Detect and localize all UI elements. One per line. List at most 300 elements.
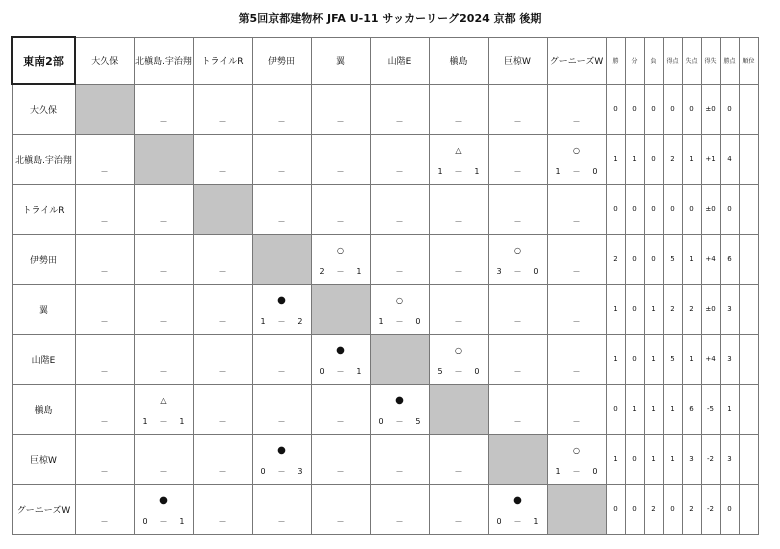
unplayed-mark: －	[277, 116, 286, 126]
column-stat: 分	[625, 37, 644, 84]
stat-value: 1	[720, 384, 739, 434]
stat-value: -2	[701, 434, 720, 484]
match-cell	[488, 334, 547, 384]
match-cell	[134, 484, 193, 534]
stat-value	[739, 84, 758, 134]
match-score	[489, 518, 547, 526]
row-team-name: 巨椋W	[12, 434, 75, 484]
match-score	[312, 368, 370, 376]
stat-value: 2	[663, 284, 682, 334]
stat-value: -2	[701, 484, 720, 534]
stat-value: 2	[682, 284, 701, 334]
match-cell	[252, 484, 311, 534]
score-value: 1	[142, 416, 148, 426]
score-value: 0	[592, 166, 598, 176]
stat-value: 0	[663, 84, 682, 134]
row-team-name: 山階E	[12, 334, 75, 384]
stat-value: 1	[606, 284, 625, 334]
column-stat: 得点	[663, 37, 682, 84]
score-separator: －	[513, 516, 522, 526]
stat-value: 1	[644, 334, 663, 384]
match-cell	[547, 234, 606, 284]
stat-value: 4	[720, 134, 739, 184]
stat-value: 0	[625, 284, 644, 334]
unplayed-mark: －	[100, 166, 109, 176]
unplayed-mark: －	[454, 516, 463, 526]
score-value: 0	[260, 466, 266, 476]
stat-value: 0	[682, 84, 701, 134]
column-stat: 勝	[606, 37, 625, 84]
stat-value: +4	[701, 234, 720, 284]
table-row	[12, 434, 758, 484]
stat-value: ±0	[701, 184, 720, 234]
stat-value: 1	[663, 384, 682, 434]
win-mark-icon: ○	[573, 145, 580, 155]
unplayed-mark: －	[395, 116, 404, 126]
match-cell	[488, 234, 547, 284]
score-value: 1	[474, 166, 480, 176]
score-value: 1	[356, 366, 362, 376]
match-cell	[311, 184, 370, 234]
score-value: 0	[592, 466, 598, 476]
score-separator: －	[277, 466, 286, 476]
stat-value: 0	[606, 84, 625, 134]
table-row	[12, 134, 758, 184]
unplayed-mark: －	[159, 316, 168, 326]
score-value: 1	[555, 166, 561, 176]
unplayed-mark: －	[513, 166, 522, 176]
column-stat: 負	[644, 37, 663, 84]
unplayed-mark: －	[100, 466, 109, 476]
match-cell	[134, 334, 193, 384]
unplayed-mark: －	[572, 316, 581, 326]
column-stat: 失点	[682, 37, 701, 84]
loss-mark-icon: ●	[395, 394, 404, 406]
score-value: 3	[496, 266, 502, 276]
match-score	[371, 318, 429, 326]
score-value: 0	[142, 516, 148, 526]
unplayed-mark: －	[100, 416, 109, 426]
stat-value: 0	[720, 184, 739, 234]
match-cell	[193, 434, 252, 484]
table-row	[12, 234, 758, 284]
unplayed-mark: －	[336, 516, 345, 526]
stat-value: 0	[663, 484, 682, 534]
unplayed-mark: －	[218, 466, 227, 476]
match-cell	[370, 234, 429, 284]
self-match-cell	[370, 334, 429, 384]
stat-value: 0	[625, 484, 644, 534]
stat-value: -5	[701, 384, 720, 434]
unplayed-mark: －	[395, 516, 404, 526]
match-cell	[75, 184, 134, 234]
stat-value: 2	[663, 134, 682, 184]
match-cell	[370, 84, 429, 134]
column-team: トライルR	[193, 37, 252, 84]
stat-value: +1	[701, 134, 720, 184]
score-value: 0	[474, 366, 480, 376]
match-cell	[193, 334, 252, 384]
stat-value: ±0	[701, 84, 720, 134]
match-cell	[252, 134, 311, 184]
match-cell	[429, 484, 488, 534]
stat-value: 0	[644, 134, 663, 184]
match-cell	[311, 484, 370, 534]
score-value: 1	[260, 316, 266, 326]
unplayed-mark: －	[572, 366, 581, 376]
match-cell	[134, 84, 193, 134]
table-row	[12, 484, 758, 534]
match-score	[135, 518, 193, 526]
stat-value	[739, 134, 758, 184]
score-value: 0	[533, 266, 539, 276]
unplayed-mark: －	[218, 166, 227, 176]
stat-value: 0	[606, 184, 625, 234]
column-stat: 得失	[701, 37, 720, 84]
stat-value: 6	[720, 234, 739, 284]
match-score	[489, 268, 547, 276]
stat-value: 0	[720, 84, 739, 134]
loss-mark-icon: ●	[277, 444, 286, 456]
match-score	[430, 168, 488, 176]
match-cell	[75, 434, 134, 484]
score-separator: －	[454, 366, 463, 376]
unplayed-mark: －	[336, 116, 345, 126]
stat-value: 1	[625, 384, 644, 434]
unplayed-mark: －	[336, 416, 345, 426]
row-team-name: 槇島	[12, 384, 75, 434]
stat-value: 5	[663, 234, 682, 284]
score-value: 1	[356, 266, 362, 276]
stat-value: 0	[682, 184, 701, 234]
score-separator: －	[395, 316, 404, 326]
unplayed-mark: －	[159, 216, 168, 226]
match-cell	[75, 234, 134, 284]
score-separator: －	[336, 366, 345, 376]
stat-value: 1	[606, 334, 625, 384]
unplayed-mark: －	[572, 216, 581, 226]
unplayed-mark: －	[454, 316, 463, 326]
loss-mark-icon: ●	[159, 494, 168, 506]
header-row	[12, 37, 758, 84]
stat-value	[739, 434, 758, 484]
division-label: 東南2部	[12, 37, 75, 84]
stat-value	[739, 234, 758, 284]
stat-value: 2	[606, 234, 625, 284]
win-mark-icon: ○	[337, 245, 344, 255]
unplayed-mark: －	[513, 216, 522, 226]
match-cell	[429, 84, 488, 134]
match-cell	[311, 134, 370, 184]
stat-value: 2	[644, 484, 663, 534]
match-cell	[134, 184, 193, 234]
stat-value	[739, 184, 758, 234]
win-mark-icon: ○	[573, 445, 580, 455]
match-cell	[75, 134, 134, 184]
self-match-cell	[311, 284, 370, 334]
unplayed-mark: －	[100, 516, 109, 526]
unplayed-mark: －	[100, 366, 109, 376]
column-team: 翼	[311, 37, 370, 84]
stat-value: 0	[606, 384, 625, 434]
match-cell	[429, 184, 488, 234]
match-cell	[488, 484, 547, 534]
column-team: 大久保	[75, 37, 134, 84]
score-separator: －	[572, 466, 581, 476]
self-match-cell	[134, 134, 193, 184]
score-value: 1	[437, 166, 443, 176]
unplayed-mark: －	[218, 516, 227, 526]
match-cell	[547, 334, 606, 384]
score-value: 0	[378, 416, 384, 426]
unplayed-mark: －	[454, 116, 463, 126]
unplayed-mark: －	[454, 466, 463, 476]
match-cell	[488, 84, 547, 134]
self-match-cell	[429, 384, 488, 434]
score-separator: －	[336, 266, 345, 276]
match-cell	[547, 134, 606, 184]
match-cell	[311, 384, 370, 434]
match-cell	[134, 234, 193, 284]
match-cell	[193, 284, 252, 334]
match-cell	[134, 434, 193, 484]
unplayed-mark: －	[277, 216, 286, 226]
unplayed-mark: －	[277, 166, 286, 176]
match-cell	[547, 284, 606, 334]
unplayed-mark: －	[100, 316, 109, 326]
match-cell	[547, 384, 606, 434]
match-cell	[370, 284, 429, 334]
match-cell	[370, 484, 429, 534]
unplayed-mark: －	[159, 116, 168, 126]
unplayed-mark: －	[454, 216, 463, 226]
match-score	[548, 168, 606, 176]
match-cell	[193, 84, 252, 134]
stat-value: +4	[701, 334, 720, 384]
table-row	[12, 184, 758, 234]
match-cell	[547, 434, 606, 484]
stat-value: 1	[644, 284, 663, 334]
win-mark-icon: ○	[396, 295, 403, 305]
column-stat: 勝点	[720, 37, 739, 84]
unplayed-mark: －	[277, 366, 286, 376]
table-row	[12, 384, 758, 434]
match-score	[312, 268, 370, 276]
score-separator: －	[572, 166, 581, 176]
score-value: 0	[496, 516, 502, 526]
self-match-cell	[488, 434, 547, 484]
page-title: 第5回京都建物杯 JFA U-11 サッカーリーグ2024 京都 後期	[238, 12, 542, 25]
unplayed-mark: －	[218, 366, 227, 376]
match-cell	[311, 234, 370, 284]
row-team-name: 北槇島.宇治翔	[12, 134, 75, 184]
match-cell	[488, 384, 547, 434]
match-cell	[488, 284, 547, 334]
stat-value: 0	[663, 184, 682, 234]
score-value: 1	[533, 516, 539, 526]
row-team-name: 大久保	[12, 84, 75, 134]
score-value: 2	[319, 266, 325, 276]
match-score	[430, 368, 488, 376]
stat-value	[739, 284, 758, 334]
score-separator: －	[159, 516, 168, 526]
stat-value: 3	[720, 284, 739, 334]
match-cell	[75, 334, 134, 384]
stat-value: 0	[625, 334, 644, 384]
match-cell	[75, 284, 134, 334]
match-cell	[370, 184, 429, 234]
match-cell	[429, 134, 488, 184]
stat-value: 1	[682, 334, 701, 384]
loss-mark-icon: ●	[513, 494, 522, 506]
match-score	[371, 418, 429, 426]
unplayed-mark: －	[218, 266, 227, 276]
match-cell	[429, 434, 488, 484]
match-cell	[370, 134, 429, 184]
match-cell	[252, 84, 311, 134]
table-row	[12, 334, 758, 384]
column-team: 巨椋W	[488, 37, 547, 84]
stat-value: 3	[720, 434, 739, 484]
match-cell	[75, 384, 134, 434]
unplayed-mark: －	[336, 216, 345, 226]
loss-mark-icon: ●	[336, 344, 345, 356]
unplayed-mark: －	[218, 116, 227, 126]
match-cell	[134, 384, 193, 434]
score-value: 5	[437, 366, 443, 376]
match-cell	[429, 234, 488, 284]
score-separator: －	[454, 166, 463, 176]
stat-value: 0	[720, 484, 739, 534]
row-team-name: グーニーズW	[12, 484, 75, 534]
column-stat: 順位	[739, 37, 758, 84]
stat-value: 2	[682, 484, 701, 534]
match-cell	[311, 434, 370, 484]
unplayed-mark: －	[454, 266, 463, 276]
stat-value: ±0	[701, 284, 720, 334]
match-cell	[134, 284, 193, 334]
match-cell	[252, 184, 311, 234]
row-team-name: 翼	[12, 284, 75, 334]
unplayed-mark: －	[277, 416, 286, 426]
draw-mark-icon: △	[160, 395, 167, 405]
draw-mark-icon: △	[455, 145, 462, 155]
match-cell	[488, 184, 547, 234]
score-separator: －	[513, 266, 522, 276]
score-value: 1	[555, 466, 561, 476]
match-cell	[370, 384, 429, 434]
stat-value: 0	[625, 234, 644, 284]
score-value: 1	[179, 516, 185, 526]
match-cell	[488, 134, 547, 184]
unplayed-mark: －	[159, 466, 168, 476]
self-match-cell	[193, 184, 252, 234]
unplayed-mark: －	[395, 166, 404, 176]
match-cell	[252, 334, 311, 384]
score-value: 1	[378, 316, 384, 326]
score-value: 3	[297, 466, 303, 476]
league-table	[11, 36, 759, 535]
column-team: 槇島	[429, 37, 488, 84]
match-cell	[193, 484, 252, 534]
stat-value: 0	[625, 434, 644, 484]
match-score	[135, 418, 193, 426]
table-row	[12, 284, 758, 334]
unplayed-mark: －	[159, 266, 168, 276]
match-cell	[193, 384, 252, 434]
match-cell	[252, 384, 311, 434]
unplayed-mark: －	[395, 216, 404, 226]
score-value: 2	[297, 316, 303, 326]
self-match-cell	[75, 84, 134, 134]
stat-value: 1	[663, 434, 682, 484]
stat-value: 5	[663, 334, 682, 384]
unplayed-mark: －	[100, 266, 109, 276]
loss-mark-icon: ●	[277, 294, 286, 306]
unplayed-mark: －	[277, 516, 286, 526]
self-match-cell	[547, 484, 606, 534]
match-cell	[193, 134, 252, 184]
row-team-name: 伊勢田	[12, 234, 75, 284]
stat-value: 0	[606, 484, 625, 534]
match-cell	[547, 84, 606, 134]
unplayed-mark: －	[336, 166, 345, 176]
stat-value	[739, 384, 758, 434]
column-team: 山階E	[370, 37, 429, 84]
stat-value: 1	[644, 434, 663, 484]
stat-value: 1	[606, 134, 625, 184]
stat-value: 1	[606, 434, 625, 484]
stat-value	[739, 334, 758, 384]
unplayed-mark: －	[572, 266, 581, 276]
win-mark-icon: ○	[455, 345, 462, 355]
unplayed-mark: －	[336, 466, 345, 476]
stat-value: 3	[720, 334, 739, 384]
unplayed-mark: －	[159, 366, 168, 376]
stat-value: 0	[625, 184, 644, 234]
unplayed-mark: －	[513, 416, 522, 426]
column-team: グーニーズW	[547, 37, 606, 84]
stat-value	[739, 484, 758, 534]
self-match-cell	[252, 234, 311, 284]
stat-value: 0	[644, 234, 663, 284]
stat-value: 0	[644, 84, 663, 134]
unplayed-mark: －	[218, 416, 227, 426]
unplayed-mark: －	[100, 216, 109, 226]
match-score	[548, 468, 606, 476]
stat-value: 3	[682, 434, 701, 484]
stat-value: 1	[625, 134, 644, 184]
score-separator: －	[277, 316, 286, 326]
stat-value: 0	[644, 184, 663, 234]
score-value: 0	[319, 366, 325, 376]
unplayed-mark: －	[572, 416, 581, 426]
score-value: 1	[179, 416, 185, 426]
stat-value: 0	[625, 84, 644, 134]
match-score	[253, 468, 311, 476]
match-cell	[75, 484, 134, 534]
unplayed-mark: －	[572, 116, 581, 126]
score-value: 0	[415, 316, 421, 326]
match-cell	[429, 334, 488, 384]
score-separator: －	[395, 416, 404, 426]
match-cell	[193, 234, 252, 284]
unplayed-mark: －	[395, 266, 404, 276]
match-cell	[311, 334, 370, 384]
unplayed-mark: －	[513, 366, 522, 376]
score-separator: －	[159, 416, 168, 426]
row-team-name: トライルR	[12, 184, 75, 234]
